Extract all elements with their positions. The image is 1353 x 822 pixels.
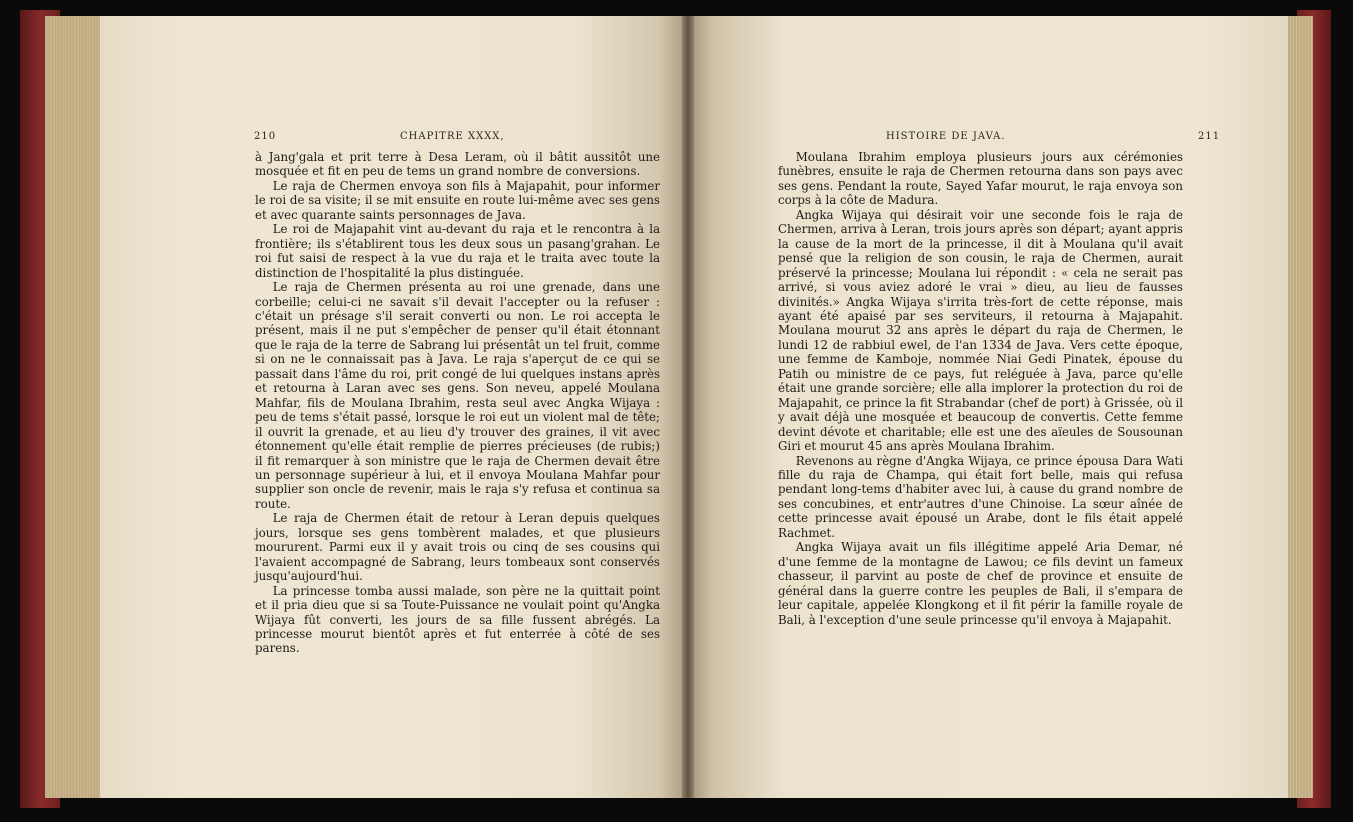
body-text	[778, 150, 1183, 627]
paragraph: Le raja de Chermen présenta au roi une grenade, dans une corbeille; celui-ci ne savait s'il devait l'accepter ou la refuser : c'était un présage s'il serait converti ou non. Le roi accepta le présent, mais il ne put s'empêcher de penser qu'il était étonnant que le raja de la terre de Sabrang lui présentât un tel fruit, comme si on ne le connaissait pas à Java. Le raja s'aperçut de ce qui se passait dans l'âme du roi, prit congé de lui quelques instans après et retourna à Laran avec ses gens. Son neveu, appelé Moulana Mahfar, fils de Moulana Ibrahim, resta seul avec Angka Wijaya : peu de tems s'était passé, lorsque le roi eut un violent mal de tête; il ouvrit la grenade, et au lieu d'y trouver des graines, il vit avec étonnement qu'elle était remplie de pierres précieuses (de rubis;) il fit remarquer à son ministre que le raja de Chermen devait être un personnage supérieur à lui, et il envoya Moulana Mahfar pour supplier son oncle de revenir, mais le raja s'y refusa et continua sa route.	[255, 280, 660, 511]
book-gutter	[682, 16, 694, 798]
page-edges-right	[1287, 16, 1313, 798]
paragraph: Angka Wijaya qui désirait voir une seconde fois le raja de Chermen, arriva à Leran, trois jours après son départ; ayant appris la cause de la mort de la princesse, il dit à Moulana qu'il avait pensé que la religion de son cousin, le raja de Chermen, aurait préservé la princesse; Moulana lui répondit : « cela ne serait pas arrivé, si vous aviez adoré le vrai » dieu, au lieu de fausses divinités.» Angka Wijaya s'irrita très-fort de cette réponse, mais ayant été apaisé par ses serviteurs, il retourna à Majapahit. Moulana mourut 32 ans après le départ du raja de Chermen, le lundi 12 de rabbiul ewel, de l'an 1334 de Java. Vers cette époque, une femme de Kamboje, nommée Niai Gedi Pinatek, épouse du Patih ou ministre de ce pays, fut reléguée à Java, parce qu'elle était une grande sorcière; elle alla implorer la protection du roi de Majapahit, ce prince la fit Strabandar (chef de port) à Grissée, où il y avait déjà une mosquée et beaucoup de convertis. Cette femme devint dévote et charitable; elle est une des aïeules de Sousounan Giri et mourut 45 ans après Moulana Ibrahim.	[778, 207, 1183, 454]
page-edges-left	[45, 16, 105, 798]
paragraph: Le raja de Chermen envoya son fils à Majapahit, pour informer le roi de sa visite; il se mit ensuite en route lui-même avec ses gens et avec quarante saints personnages de Java.	[255, 178, 660, 222]
paragraph: à Jang'gala et prit terre à Desa Leram, où il bâtit aussitôt une mosquée et fit en peu de tems un grand nombre de conversions.	[255, 150, 660, 179]
paragraph: La princesse tomba aussi malade, son père ne la quittait point et il pria dieu que si sa Toute-Puissance ne voulait point qu'Angka Wijaya fût converti, les jours de sa fille fussent abrégés. La princesse mourut bientôt après et fut enterrée à côté de ses parens.	[255, 583, 660, 656]
paragraph: Le roi de Majapahit vint au-devant du raja et le rencontra à la frontière; ils s'établirent tous les deux sous un pasang'grahan. Le roi fut saisi de respect à la vue du raja et le traita avec toute la distinction de l'hospitalité la plus distinguée.	[255, 222, 660, 280]
paragraph: Le raja de Chermen était de retour à Leran depuis quelques jours, lorsque ses gens tombèrent malades, et que plusieurs moururent. Parmi eux il y avait trois ou cinq de ses cousins qui l'avaient accompagné de Sabrang, leurs tombeaux sont conservés jusqu'aujourd'hui.	[255, 511, 660, 584]
running-head: HISTOIRE DE JAVA.	[886, 131, 1006, 142]
page-number: 211	[1198, 131, 1221, 142]
left-page	[100, 16, 688, 798]
page-number: 210	[254, 131, 277, 142]
right-page	[688, 16, 1288, 798]
paragraph: Angka Wijaya avait un fils illégitime appelé Aria Demar, né d'une femme de la montagne de Lawou; ce fils devint un fameux chasseur, il parvint au poste de chef de province et ensuite de général dans la guerre contre les peuples de Bali, il s'empara de leur capitale, appelée Klongkong et il fit périr la famille royale de Bali, à l'exception d'une seule princesse qu'il envoya à Majapahit.	[778, 540, 1183, 627]
running-head: CHAPITRE XXXX,	[400, 131, 505, 142]
paragraph: Moulana Ibrahim employa plusieurs jours aux cérémonies funèbres, ensuite le raja de Chermen retourna dans son pays avec ses gens. Pendant la route, Sayed Yafar mourut, le raja envoya son corps à la côte de Madura.	[778, 150, 1183, 208]
body-text	[255, 150, 660, 656]
paragraph: Revenons au règne d'Angka Wijaya, ce prince épousa Dara Wati fille du raja de Champa, qui était fort belle, mais qui refusa pendant long-tems d'habiter avec lui, à cause du grand nombre de ses concubines, et entr'autres d'une Chinoise. La sœur aînée de cette princesse avait épousé un Arabe, dont le fils était appelé Rachmet.	[778, 453, 1183, 540]
